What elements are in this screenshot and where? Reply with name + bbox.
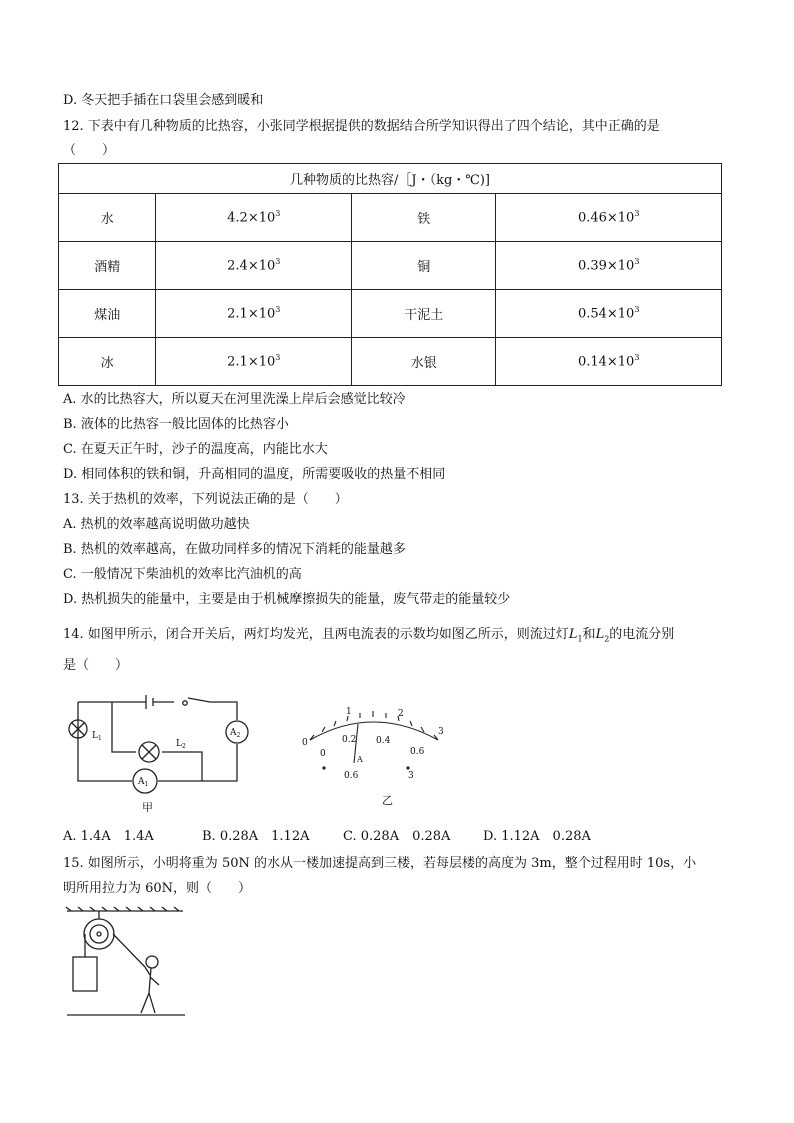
terminal-06-label: 0.6: [344, 771, 359, 781]
dial-small-06: 0.6: [410, 747, 425, 757]
q14-option-c: C. 0.28A 0.28A: [343, 829, 451, 844]
substance-cell: 冰: [59, 338, 156, 386]
circuit-caption: 甲: [142, 801, 153, 814]
q14-option-d: D. 1.12A 0.28A: [483, 829, 591, 844]
terminal-minus: [322, 766, 325, 769]
q14-stem-end: 是（ ）: [63, 658, 129, 673]
q12-option-a: A. 水的比热容大，所以夏天在河里洗澡上岸后会感觉比较冷: [63, 392, 406, 407]
substance-cell: 煤油: [59, 290, 156, 338]
q13-option-b: B. 热机的效率越高，在做功同样多的情况下消耗的能量越多: [63, 542, 406, 557]
q11-option-d: D. 冬天把手插在口袋里会感到暖和: [63, 93, 264, 108]
table-row: [59, 338, 722, 386]
dial-tick-1: 1: [346, 707, 352, 717]
ammeter-dial: [298, 700, 448, 815]
table-row: [59, 194, 722, 242]
substance-cell: 酒精: [59, 242, 156, 290]
dial-small-04: 0.4: [376, 736, 391, 746]
table-caption: 几种物质的比热容/［J・（kg・℃)]: [59, 164, 722, 194]
value-cell: $0.39\times 10^3$: [496, 242, 722, 290]
circuit-a1-label: $A_1$: [138, 777, 149, 788]
q15-stem-2: 明所用拉力为 60N，则（ ）: [63, 881, 252, 896]
substance-cell: 铁: [352, 194, 496, 242]
circuit-diagram: [62, 686, 262, 816]
dial-unit: A: [357, 755, 363, 764]
dial-tick-3: 3: [438, 727, 444, 737]
q14-option-b: B. 0.28A 1.12A: [202, 829, 310, 844]
value-cell: $0.14\times 10^3$: [496, 338, 722, 386]
pulley-illustration: [63, 905, 193, 1025]
q13-option-a: A. 热机的效率越高说明做功越快: [63, 517, 250, 532]
circuit-l1-label: $L_1$: [92, 731, 102, 742]
value-cell: $0.46\times 10^3$: [496, 194, 722, 242]
circuit-l2-label: $L_2$: [176, 739, 186, 750]
q12-option-c: C. 在夏天正午时，沙子的温度高，内能比水大: [63, 442, 328, 457]
q12-option-d: D. 相同体积的铁和铜，升高相同的温度，所需要吸收的热量不相同: [63, 467, 446, 482]
dial-small-0: 0: [320, 749, 326, 759]
q12-option-b: B. 液体的比热容一般比固体的比热容小: [63, 417, 289, 432]
substance-cell: 水: [59, 194, 156, 242]
substance-cell: 干泥土: [352, 290, 496, 338]
q14-options: [63, 828, 591, 846]
q13-option-c: C. 一般情况下柴油机的效率比汽油机的高: [63, 567, 302, 582]
value-cell: $2.1\times 10^3$: [156, 290, 352, 338]
substance-cell: 水银: [352, 338, 496, 386]
value-cell: $0.54\times 10^3$: [496, 290, 722, 338]
q15-stem: 15. 如图所示，小明将重为 50N 的水从一楼加速提高到三楼，若每层楼的高度为 3m，整个过程用时 10s，小: [63, 856, 697, 871]
dial-small-02: 0.2: [342, 735, 357, 745]
q12-blank: （ ）: [63, 143, 116, 158]
terminal-3: [406, 766, 409, 769]
value-cell: $2.1\times 10^3$: [156, 338, 352, 386]
dial-caption: 乙: [382, 794, 393, 807]
specific-heat-table: [58, 163, 722, 386]
value-cell: $4.2\times 10^3$: [156, 194, 352, 242]
table-row: [59, 242, 722, 290]
circuit-a2-label: $A_2$: [230, 728, 241, 739]
q13-stem: 13. 关于热机的效率，下列说法正确的是（ ）: [63, 492, 348, 507]
value-cell: $2.4\times 10^3$: [156, 242, 352, 290]
dial-tick-0: 0: [302, 738, 308, 748]
dial-tick-2: 2: [398, 709, 404, 719]
q13-option-d: D. 热机损失的能量中，主要是由于机械摩擦损失的能量，废气带走的能量较少: [63, 592, 511, 607]
table-row: [59, 290, 722, 338]
terminal-3-label: 3: [408, 771, 414, 781]
q14-option-a: A. 1.4A 1.4A: [63, 829, 154, 844]
q14-stem: 14. 如图甲所示，闭合开关后，两灯均发光，且两电流表的示数均如图乙所示，则流过灯$L_1$和$L_2$的电流分别: [63, 627, 675, 644]
q12-stem: 12. 下表中有几种物质的比热容，小张同学根据提供的数据结合所学知识得出了四个结论，其中正确的是: [63, 119, 660, 134]
substance-cell: 铜: [352, 242, 496, 290]
